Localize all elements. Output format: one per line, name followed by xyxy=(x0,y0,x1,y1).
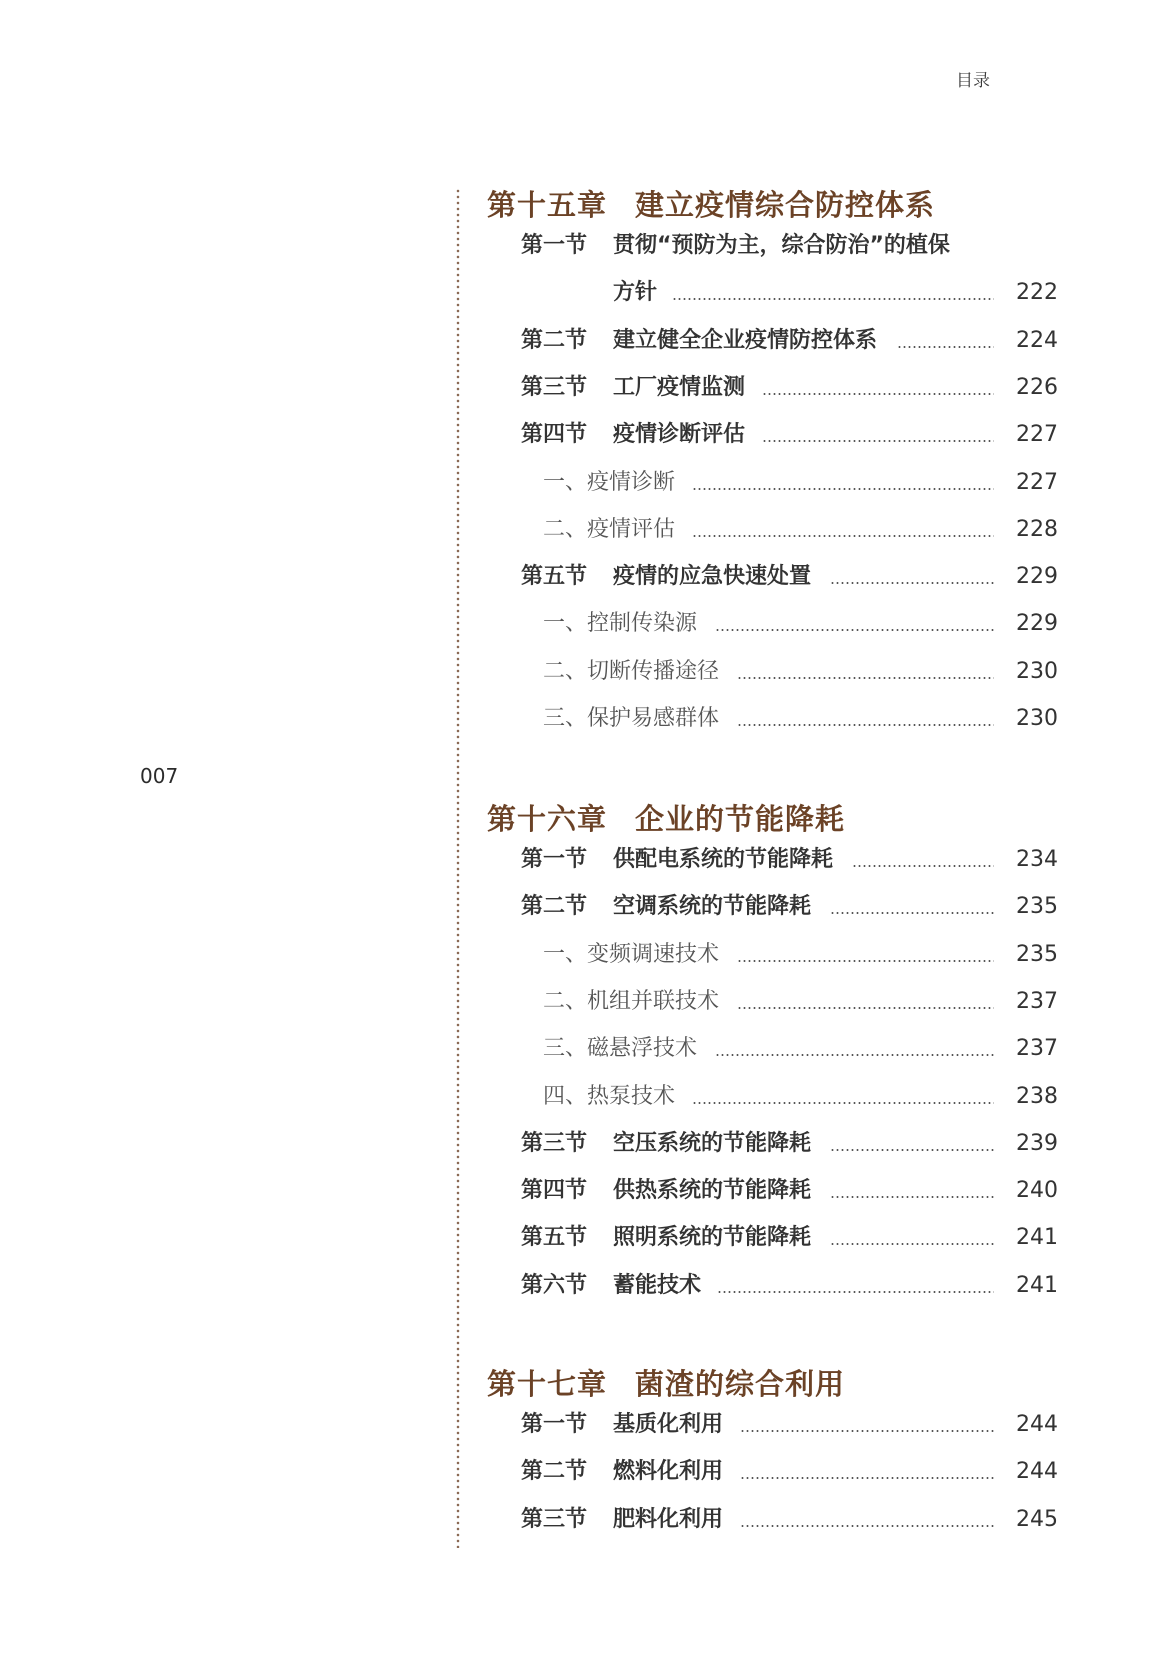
page-number: 237 xyxy=(1016,1036,1058,1062)
chapter-heading xyxy=(487,183,935,224)
section-title: 供热系统的节能降耗 xyxy=(613,1178,812,1204)
chapter-title: 企业的节能降耗 xyxy=(635,802,846,836)
page-number: 239 xyxy=(1016,1130,1058,1156)
chapter-heading xyxy=(487,797,845,838)
toc-entry[interactable] xyxy=(0,940,1158,970)
page-number: 228 xyxy=(1016,516,1058,542)
section-title: 疫情诊断评估 xyxy=(613,422,746,448)
dot-leader xyxy=(715,1054,994,1056)
section-number: 第四节 xyxy=(521,422,588,448)
toc-entry[interactable] xyxy=(0,1176,1158,1206)
page-number: 227 xyxy=(1016,422,1058,448)
section-title: 照明系统的节能降耗 xyxy=(613,1225,812,1251)
page-number: 227 xyxy=(1016,469,1058,495)
page-number: 244 xyxy=(1016,1459,1058,1485)
subsection-title: 一、控制传染源 xyxy=(543,611,698,637)
toc-entry[interactable] xyxy=(0,1129,1158,1159)
chapter-number: 第十六章 xyxy=(487,802,608,836)
subsection-title: 三、磁悬浮技术 xyxy=(543,1036,698,1062)
chapter-title: 建立疫情综合防控体系 xyxy=(635,188,936,222)
section-number: 第一节 xyxy=(521,233,588,258)
section-title: 建立健全企业疫情防控体系 xyxy=(613,327,878,353)
toc-entry[interactable] xyxy=(0,1505,1158,1535)
chapter-number: 第十七章 xyxy=(487,1367,608,1401)
page-number: 229 xyxy=(1016,611,1058,637)
section-number: 第三节 xyxy=(521,1130,588,1156)
toc-entry[interactable] xyxy=(0,515,1158,545)
running-head: 目录 xyxy=(956,71,990,91)
dot-leader xyxy=(717,1291,994,1293)
dot-leader xyxy=(852,865,994,867)
toc-entry[interactable] xyxy=(0,987,1158,1017)
section-title: 空压系统的节能降耗 xyxy=(613,1130,812,1156)
subsection-title: 二、机组并联技术 xyxy=(543,988,720,1014)
subsection-title: 一、疫情诊断 xyxy=(543,469,676,495)
subsection-title: 一、变频调速技术 xyxy=(543,941,720,967)
section-number: 第五节 xyxy=(521,564,588,590)
dot-leader xyxy=(830,1196,994,1198)
toc-entry[interactable] xyxy=(0,1271,1158,1301)
section-number: 第二节 xyxy=(521,894,588,920)
dot-leader xyxy=(692,1102,994,1104)
page-number: 229 xyxy=(1016,564,1058,590)
toc-entry[interactable] xyxy=(0,657,1158,687)
page-number: 230 xyxy=(1016,658,1058,684)
toc-entry[interactable] xyxy=(0,468,1158,498)
page-number: 245 xyxy=(1016,1506,1058,1532)
dot-leader xyxy=(737,724,994,726)
toc-entry[interactable] xyxy=(0,609,1158,639)
page-number: 226 xyxy=(1016,374,1058,400)
section-number: 第二节 xyxy=(521,327,588,353)
page-number: 237 xyxy=(1016,988,1058,1014)
page-number: 234 xyxy=(1016,847,1058,872)
toc-entry[interactable] xyxy=(0,704,1158,734)
toc-entry[interactable] xyxy=(0,1223,1158,1253)
dot-leader xyxy=(740,1430,994,1432)
dot-leader xyxy=(830,912,994,914)
section-title: 基质化利用 xyxy=(613,1412,724,1437)
section-title: 蓄能技术 xyxy=(613,1272,702,1298)
section-number: 第一节 xyxy=(521,847,588,872)
section-title: 燃料化利用 xyxy=(613,1459,724,1485)
toc-entry[interactable] xyxy=(0,845,1158,875)
dot-leader xyxy=(740,1525,994,1527)
section-number: 第一节 xyxy=(521,1412,588,1437)
page-number: 222 xyxy=(1016,280,1058,306)
toc-entry[interactable] xyxy=(0,326,1158,356)
chapter-number: 第十五章 xyxy=(487,188,608,222)
dot-leader xyxy=(715,629,994,631)
dot-leader xyxy=(737,1007,994,1009)
subsection-title: 二、切断传播途径 xyxy=(543,658,720,684)
page-number: 235 xyxy=(1016,894,1058,920)
toc-entry[interactable] xyxy=(0,1082,1158,1112)
page-number: 238 xyxy=(1016,1083,1058,1109)
section-number: 第三节 xyxy=(521,1506,588,1532)
page-number: 230 xyxy=(1016,706,1058,731)
chapter-title: 菌渣的综合利用 xyxy=(635,1367,846,1401)
subsection-title: 二、疫情评估 xyxy=(543,516,676,542)
page-number: 244 xyxy=(1016,1412,1058,1437)
toc-entry[interactable] xyxy=(0,373,1158,403)
section-number: 第六节 xyxy=(521,1272,588,1298)
dot-leader xyxy=(737,960,994,962)
subsection-title: 三、保护易感群体 xyxy=(543,706,720,731)
dot-leader xyxy=(897,346,994,348)
section-title: 空调系统的节能降耗 xyxy=(613,894,812,920)
page-number: 235 xyxy=(1016,941,1058,967)
toc-entry[interactable] xyxy=(0,278,1158,308)
toc-entry[interactable] xyxy=(0,231,1158,261)
subsection-title: 四、热泵技术 xyxy=(543,1083,676,1109)
toc-entry[interactable] xyxy=(0,892,1158,922)
toc-entry[interactable] xyxy=(0,1034,1158,1064)
dot-leader xyxy=(692,488,994,490)
section-title: 工厂疫情监测 xyxy=(613,374,746,400)
dot-leader xyxy=(740,1477,994,1479)
page-number: 224 xyxy=(1016,327,1058,353)
page-number: 241 xyxy=(1016,1225,1058,1251)
chapter-heading xyxy=(487,1362,845,1403)
toc-entry[interactable] xyxy=(0,1457,1158,1487)
dot-leader xyxy=(762,440,994,442)
dot-leader xyxy=(737,677,994,679)
section-number: 第五节 xyxy=(521,1225,588,1251)
section-number: 第三节 xyxy=(521,374,588,400)
section-number: 第四节 xyxy=(521,1178,588,1204)
dot-leader xyxy=(830,582,994,584)
dot-leader xyxy=(830,1149,994,1151)
section-number: 第二节 xyxy=(521,1459,588,1485)
section-title: 肥料化利用 xyxy=(613,1506,724,1532)
page-folio: 007 xyxy=(140,764,179,788)
section-title: 贯彻“预防为主，综合防治”的植保 xyxy=(613,233,950,258)
dot-leader xyxy=(672,298,994,300)
page-number: 240 xyxy=(1016,1178,1058,1204)
dot-leader xyxy=(762,393,994,395)
toc-entry[interactable] xyxy=(0,562,1158,592)
toc-entry[interactable] xyxy=(0,420,1158,450)
section-title-continued: 方针 xyxy=(613,280,658,306)
page-number: 241 xyxy=(1016,1272,1058,1298)
section-title: 供配电系统的节能降耗 xyxy=(613,847,834,872)
toc-entry[interactable] xyxy=(0,1410,1158,1440)
dot-leader xyxy=(692,535,994,537)
dot-leader xyxy=(830,1243,994,1245)
section-title: 疫情的应急快速处置 xyxy=(613,564,812,590)
